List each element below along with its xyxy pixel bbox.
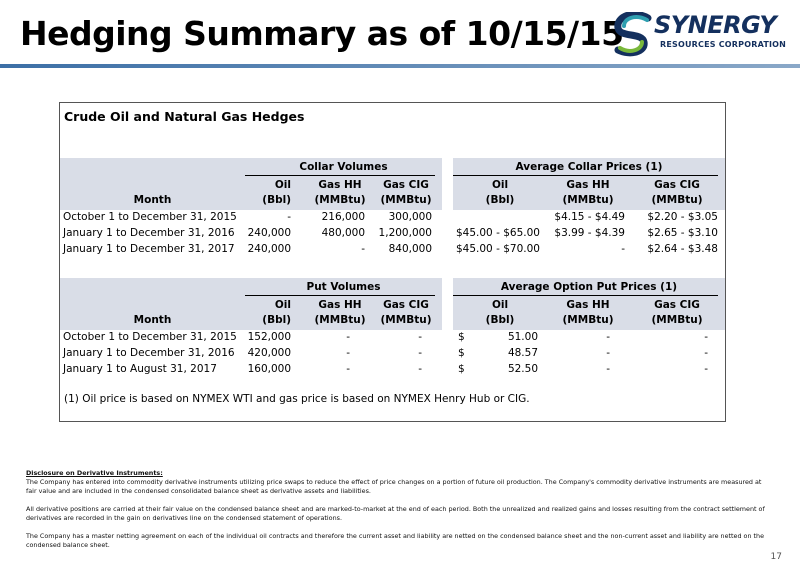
collar-volumes-heading: Collar Volumes <box>299 161 388 173</box>
page-title: Hedging Summary as of 10/15/15 <box>20 14 624 53</box>
row-month: January 1 to December 31, 2017 <box>63 243 235 255</box>
row-gascig: - <box>418 331 422 343</box>
row-price-gashh: $3.99 - $4.39 <box>554 227 625 239</box>
disclosure-heading: Disclosure on Derivative Instruments: <box>26 469 163 477</box>
row-gascig: - <box>418 363 422 375</box>
col-price-gascig-bottom: (MMBtu) <box>651 194 703 206</box>
footnote: (1) Oil price is based on NYMEX WTI and gas price is based on NYMEX Henry Hub or CIG. <box>64 393 530 405</box>
hedges-panel <box>59 102 726 422</box>
col-gascig-top: Gas CIG <box>383 299 429 311</box>
header-divider <box>0 64 800 68</box>
row-gascig: - <box>418 347 422 359</box>
row-oil: 240,000 <box>247 243 291 255</box>
col-price-gascig-top: Gas CIG <box>654 299 700 311</box>
row-month: October 1 to December 31, 2015 <box>63 331 237 343</box>
put-volumes-heading: Put Volumes <box>306 281 381 293</box>
row-gascig: 1,200,000 <box>378 227 432 239</box>
col-gascig-top: Gas CIG <box>383 179 429 191</box>
row-price-oil: $45.00 - $65.00 <box>456 227 540 239</box>
col-price-gashh-top: Gas HH <box>566 179 610 191</box>
row-gascig: 840,000 <box>388 243 432 255</box>
row-month: January 1 to December 31, 2016 <box>63 227 235 239</box>
col-price-oil-bottom: (Bbl) <box>485 194 515 206</box>
disclosure-section <box>26 469 766 550</box>
col-oil-top: Oil <box>274 179 291 191</box>
collar-prices-heading: Average Collar Prices (1) <box>515 161 663 173</box>
row-oil: 152,000 <box>247 331 291 343</box>
row-gascig: 300,000 <box>388 211 432 223</box>
col-price-gashh-bottom: (MMBtu) <box>562 314 614 326</box>
put-volumes-rule <box>245 295 435 296</box>
put-prices-rule <box>453 295 718 296</box>
row-price-oil: 48.57 <box>507 347 538 359</box>
col-gascig-bottom: (MMBtu) <box>380 314 432 326</box>
page-number: 17 <box>770 552 782 562</box>
disclosure-paragraph-3: The Company has a master netting agreement on each of the individual oil contracts and therefore the current asset and liability are netted on the condensed balance sheet and the non-current asset and liability are netted on the condensed balance sheet. <box>26 532 765 549</box>
col-price-oil-top: Oil <box>491 179 509 191</box>
col-oil-bottom: (Bbl) <box>262 314 291 326</box>
col-gashh-top: Gas HH <box>318 179 362 191</box>
col-month: Month <box>133 314 172 326</box>
row-gashh: - <box>346 347 350 359</box>
company-logo <box>612 10 788 60</box>
col-gascig-bottom: (MMBtu) <box>380 194 432 206</box>
disclosure-paragraph-2: All derivative positions are carried at their fair value on the condensed balance sheet and are marked-to-market at the end of each period. Both the unrealized and realized gains and losses resulting from the contract settlement of derivatives are recorded in the gain on derivatives line on the condensed statement of operations. <box>26 505 765 522</box>
col-month: Month <box>133 194 172 206</box>
col-price-gashh-bottom: (MMBtu) <box>562 194 614 206</box>
row-currency: $ <box>458 363 465 375</box>
row-price-gashh: - <box>606 363 610 375</box>
col-price-gascig-bottom: (MMBtu) <box>651 314 703 326</box>
row-price-gashh: - <box>606 331 610 343</box>
collar-volumes-rule <box>245 175 435 176</box>
col-oil-bottom: (Bbl) <box>262 194 291 206</box>
row-gashh: - <box>361 243 365 255</box>
row-month: January 1 to August 31, 2017 <box>63 363 217 375</box>
row-price-gascig: $2.20 - $3.05 <box>647 211 718 223</box>
col-gashh-bottom: (MMBtu) <box>314 194 366 206</box>
row-gashh: - <box>346 363 350 375</box>
row-price-gascig: - <box>704 331 708 343</box>
row-oil: 160,000 <box>247 363 291 375</box>
put-prices-heading: Average Option Put Prices (1) <box>500 281 678 293</box>
row-price-gashh: $4.15 - $4.49 <box>554 211 625 223</box>
logo-subtitle: RESOURCES CORPORATION <box>660 40 787 49</box>
col-price-oil-top: Oil <box>491 299 509 311</box>
disclosure-paragraph-1: The Company has entered into commodity derivative instruments utilizing price swaps to reduce the effect of price changes on a portion of future oil production. The Company's commodity derivative instruments are measured at fair value and are included in the condensed consolidated balance sheet as derivative assets and liabilities. <box>26 478 762 495</box>
row-price-gascig: - <box>704 363 708 375</box>
col-price-oil-bottom: (Bbl) <box>485 314 515 326</box>
col-gashh-top: Gas HH <box>318 299 362 311</box>
row-gashh: 480,000 <box>321 227 365 239</box>
row-gashh: - <box>346 331 350 343</box>
row-price-gascig: $2.64 - $3.48 <box>647 243 718 255</box>
row-month: January 1 to December 31, 2016 <box>63 347 235 359</box>
logo-wordmark: SYNERGY <box>654 11 777 39</box>
panel-title: Crude Oil and Natural Gas Hedges <box>64 109 305 124</box>
col-price-gashh-top: Gas HH <box>566 299 610 311</box>
row-currency: $ <box>458 347 465 359</box>
row-oil: 420,000 <box>247 347 291 359</box>
row-price-gascig: - <box>704 347 708 359</box>
synergy-swirl-icon <box>612 12 656 58</box>
row-gashh: 216,000 <box>321 211 365 223</box>
row-month: October 1 to December 31, 2015 <box>63 211 237 223</box>
col-oil-top: Oil <box>274 299 291 311</box>
row-price-oil: 52.50 <box>507 363 538 375</box>
row-oil: - <box>287 211 291 223</box>
row-price-gascig: $2.65 - $3.10 <box>647 227 718 239</box>
row-price-oil <box>456 210 546 224</box>
row-currency: $ <box>458 331 465 343</box>
row-price-oil: 51.00 <box>507 331 538 343</box>
col-gashh-bottom: (MMBtu) <box>314 314 366 326</box>
col-price-gascig-top: Gas CIG <box>654 179 700 191</box>
row-oil: 240,000 <box>247 227 291 239</box>
row-price-gashh: - <box>621 243 625 255</box>
row-price-gashh: - <box>606 347 610 359</box>
row-price-oil: $45.00 - $70.00 <box>456 243 540 255</box>
collar-prices-rule <box>453 175 718 176</box>
